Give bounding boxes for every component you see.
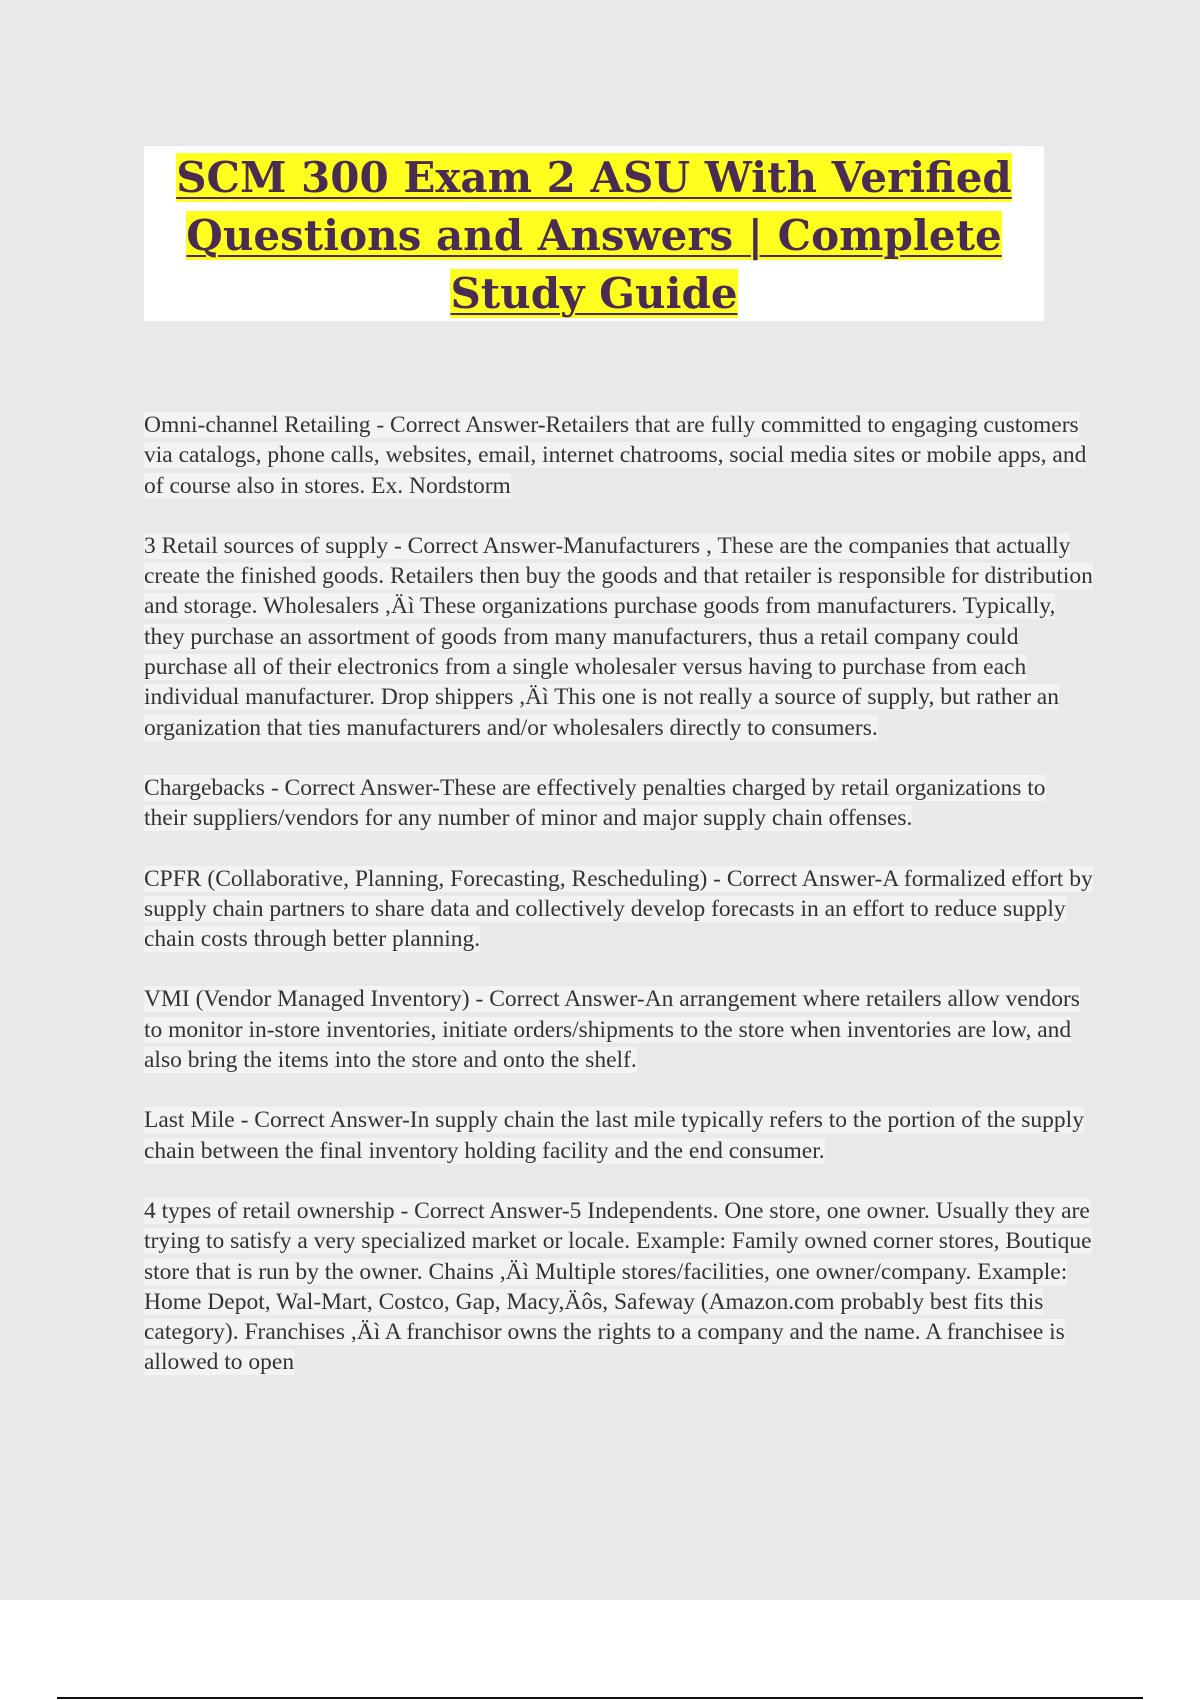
document-body [144, 410, 1094, 1408]
qa-entry [144, 1105, 1094, 1166]
qa-entry [144, 410, 1094, 501]
qa-entry [144, 531, 1094, 743]
qa-entry-text: Omni-channel Retailing - Correct Answer-Retailers that are fully committed to engaging customers via catalogs, phone calls, websites, email, internet chatrooms, social media sites or mobile apps, and of course also in stores. Ex. Nordstorm [144, 412, 1087, 499]
qa-entry [144, 864, 1094, 955]
document-title: SCM 300 Exam 2 ASU With Verified Questions and Answers | Complete Study Guide [176, 153, 1012, 318]
qa-entry-text: 3 Retail sources of supply - Correct Answer-Manufacturers , These are the companies that actually create the finished goods. Retailers then buy the goods and that retailer is responsible for distribution and storage. Wholesalers ,Äì These organizations purchase goods from manufacturers. Typically, they purchase an assortment of goods from many manufacturers, thus a retail company could purchase all of their electronics from a single wholesaler versus having to purchase from each individual manufacturer. Drop shippers ,Äì This one is not really a source of supply, but rather an organization that ties manufacturers and/or wholesalers directly to consumers. [144, 532, 1093, 741]
qa-entry-text: CPFR (Collaborative, Planning, Forecasting, Rescheduling) - Correct Answer-A formalized effort by supply chain partners to share data and collectively develop forecasts in an effort to reduce supply chain costs through better planning. [144, 865, 1093, 953]
qa-entry-text: Last Mile - Correct Answer-In supply chain the last mile typically refers to the portion of the supply chain between the final inventory holding facility and the end consumer. [144, 1107, 1084, 1164]
qa-entry [144, 773, 1094, 834]
footer-divider [57, 1697, 1143, 1699]
qa-entry-text: VMI (Vendor Managed Inventory) - Correct Answer-An arrangement where retailers allow vendors to monitor in-store inventories, initiate orders/shipments to the store when inventories are low, and also bring the items into the store and onto the shelf. [144, 986, 1080, 1074]
qa-entry-text: 4 types of retail ownership - Correct Answer-5 Independents. One store, one owner. Usually they are trying to satisfy a very specialized market or locale. Example: Family owned corner stores, Boutique store that is run by the owner. Chains ,Äì Multiple stores/facilities, one owner/company. Example: Home Depot, Wal-Mart, Costco, Gap, Macy,Äôs, Safeway (Amazon.com probably best fits this category). Franchises ,Äì A franchisor owns the rights to a company and the name. A franchisee is allowed to open [144, 1197, 1092, 1376]
qa-entry [144, 984, 1094, 1075]
qa-entry-text: Chargebacks - Correct Answer-These are effectively penalties charged by retail organizations to their suppliers/vendors for any number of minor and major supply chain offenses. [144, 774, 1046, 832]
title-box [144, 146, 1044, 321]
qa-entry [144, 1196, 1094, 1378]
